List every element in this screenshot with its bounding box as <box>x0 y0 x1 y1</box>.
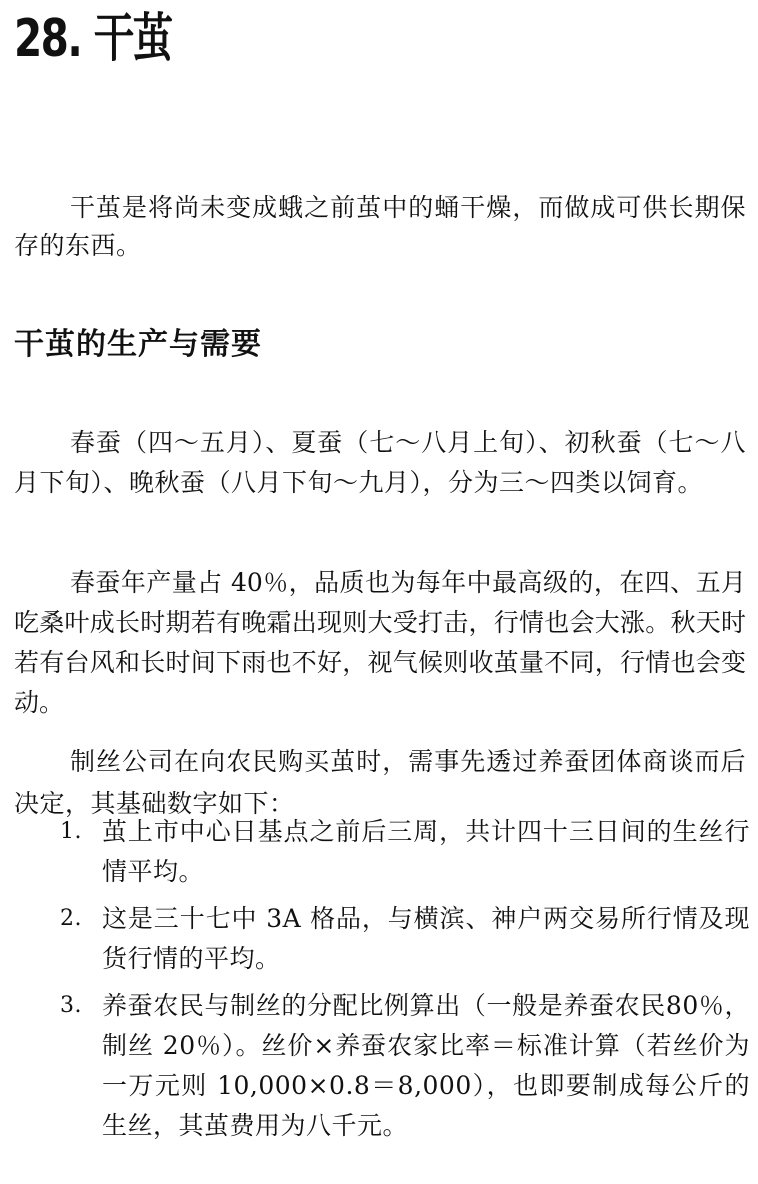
paragraph-purchase-basis: 制丝公司在向农民购买茧时，需事先透过养蚕团体商谈而后决定，其基础数字如下： <box>14 747 746 818</box>
list-item-text: 茧上市中心日基点之前后三周，共计四十三日间的生丝行情平均。 <box>102 817 750 886</box>
section-heading: 干茧的生产与需要 <box>14 327 262 362</box>
chapter-title: 28. 干茧 <box>14 9 172 69</box>
list-item-text: 养蚕农民与制丝的分配比例算出（一般是养蚕农民80％，制丝 20％）。丝价×养蚕农家比率＝标准计算（若丝价为一万元则 10,000×0.8＝8,000），也即要制成每公斤的生丝，其茧费用为八千元。 <box>102 991 750 1140</box>
paragraph-spring-silkworm: 春蚕年产量占 40％，品质也为每年中最高级的，在四、五月吃桑叶成长时期若有晚霜出现则大受打击，行情也会大涨。秋天时若有台风和长时间下雨也不好，视气候则收茧量不同，行情也会变动。 <box>14 568 746 717</box>
list-item <box>60 986 750 1146</box>
list-item <box>60 899 750 979</box>
paragraph-silkworm-seasons: 春蚕（四～五月）、夏蚕（七～八月上旬）、初秋蚕（七～八月下旬）、晚秋蚕（八月下旬～九月），分为三～四类以饲育。 <box>14 428 746 497</box>
basis-list <box>60 812 750 1153</box>
list-item-text: 这是三十七中 3A 格品，与横滨、神户两交易所行情及现货行情的平均。 <box>102 904 750 973</box>
list-item-number: 2. <box>60 906 82 931</box>
list-item-number: 3. <box>60 993 82 1018</box>
list-item <box>60 812 750 892</box>
intro-paragraph: 干茧是将尚未变成蛾之前茧中的蛹干燥，而做成可供长期保存的东西。 <box>14 193 746 260</box>
list-item-number: 1. <box>60 819 82 844</box>
